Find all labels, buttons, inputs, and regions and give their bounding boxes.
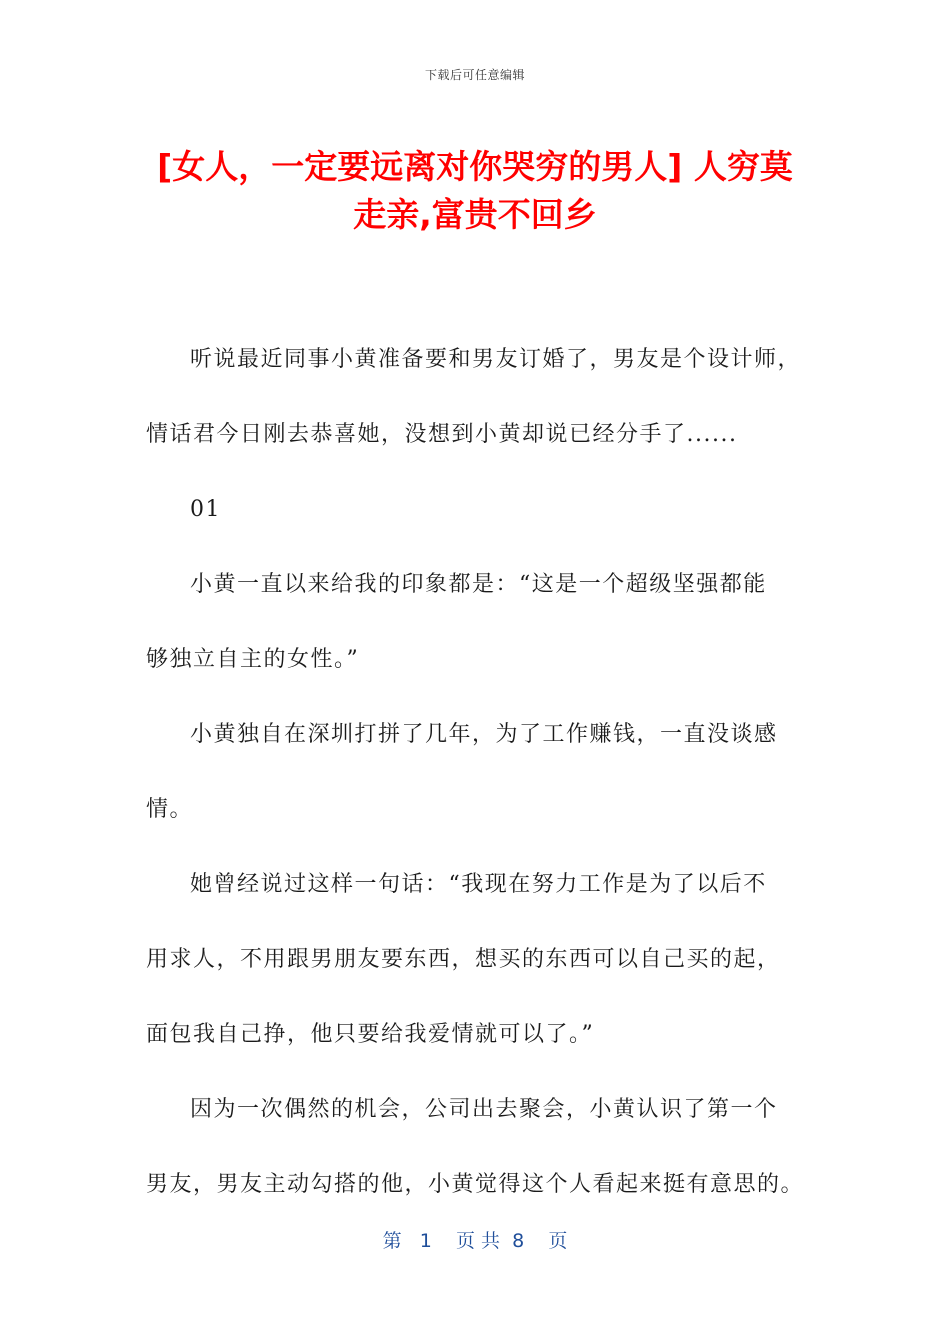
paragraph-line: 她曾经说过这样一句话：“我现在努力工作是为了以后不 [190,872,767,897]
paragraph-1 [146,322,806,472]
paragraph-line: 01 [190,497,221,522]
paragraph-2 [146,547,806,697]
document-body [146,322,806,1222]
page-number-footer: 第 1 页 共 8 页 [382,1230,568,1252]
header-note: 下载后可任意编辑 [424,68,525,82]
paragraph-line: 小黄独自在深圳打拼了几年，为了工作赚钱，一直没谈感 [190,722,778,747]
paragraph-4 [146,847,806,1072]
paragraph-line: 够独立自主的女性。” [146,647,360,672]
section-number [146,472,806,547]
paragraph-line: 听说最近同事小黄准备要和男友订婚了，男友是个设计师， [190,347,802,372]
title-line-2: 走亲,富贵不回乡 [353,195,597,234]
document-title [120,143,830,239]
title-line-1: [女人，一定要远离对你哭穷的男人] 人穷莫 [157,147,793,186]
paragraph-line: 用求人，不用跟男朋友要东西，想买的东西可以自己买的起， [146,947,781,972]
paragraph-line: 面包我自己挣，他只要给我爱情就可以了。” [146,1022,595,1047]
paragraph-line: 情话君今日刚去恭喜她，没想到小黄却说已经分手了...... [146,422,738,447]
paragraph-line: 因为一次偶然的机会，公司出去聚会，小黄认识了第一个 [190,1097,778,1122]
paragraph-5 [146,1072,806,1222]
paragraph-line: 情。 [146,797,194,822]
paragraph-line: 小黄一直以来给我的印象都是：“这是一个超级坚强都能 [190,572,767,597]
paragraph-3 [146,697,806,847]
paragraph-line: 男友，男友主动勾搭的他，小黄觉得这个人看起来挺有意思的。 [146,1172,805,1197]
